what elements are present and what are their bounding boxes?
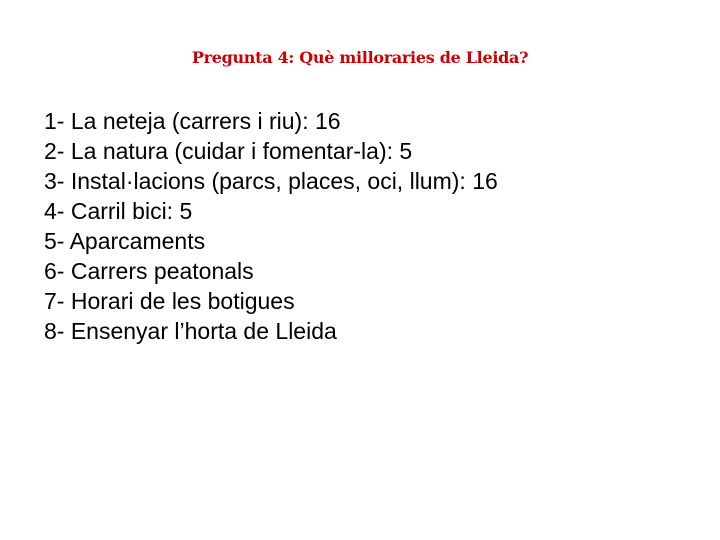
list-item: 4- Carril bici: 5 <box>44 198 193 224</box>
answers-list <box>44 106 604 346</box>
list-item: 1- La neteja (carrers i riu): 16 <box>44 108 341 134</box>
list-item: 3- Instal·lacions (parcs, places, oci, llum): 16 <box>44 168 498 194</box>
list-item: 8- Ensenyar l’horta de Lleida <box>44 318 337 344</box>
list-item: 6- Carrers peatonals <box>44 258 254 284</box>
list-item: 5- Aparcaments <box>44 228 206 254</box>
list-item: 2- La natura (cuidar i fomentar-la): 5 <box>44 138 413 164</box>
slide-title: Pregunta 4: Què milloraries de Lleida? <box>191 48 529 67</box>
list-item: 7- Horari de les botigues <box>44 288 295 314</box>
